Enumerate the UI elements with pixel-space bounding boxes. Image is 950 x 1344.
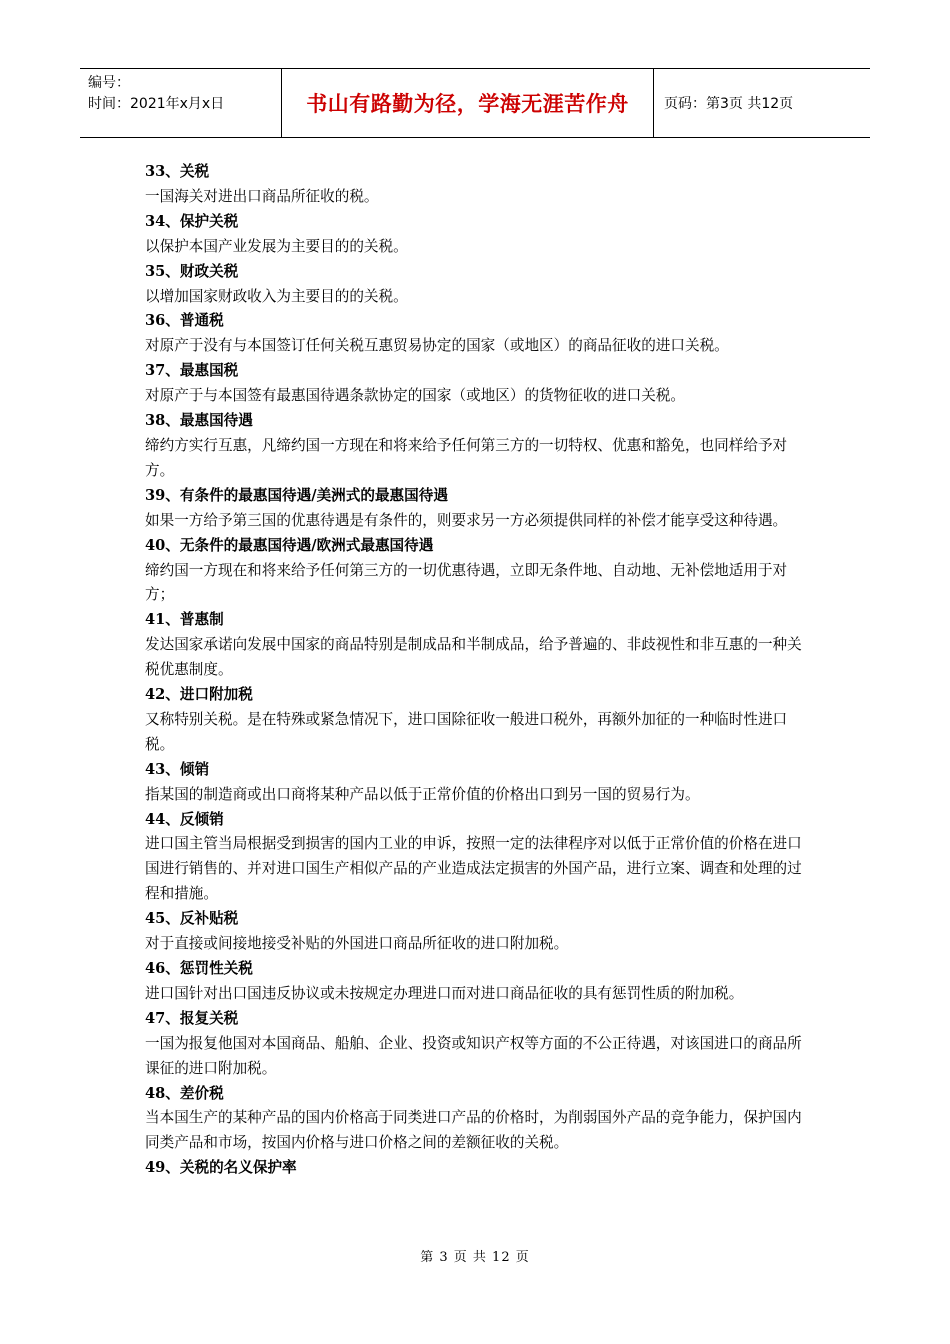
entry-definition: 一国为报复他国对本国商品、船舶、企业、投资或知识产权等方面的不公正待遇，对该国进口的商品所课征的进口附加税。 bbox=[145, 1034, 802, 1077]
entry-definition: 对于直接或间接地接受补贴的外国进口商品所征收的进口附加税。 bbox=[145, 935, 569, 953]
entry-definition: 一国海关对进出口商品所征收的税。 bbox=[145, 187, 379, 205]
entry-definition: 当本国生产的某种产品的国内价格高于同类进口产品的价格时，为削弱国外产品的竞争能力，保护国内同类产品和市场，按国内价格与进口价格之间的差额征收的关税。 bbox=[145, 1109, 802, 1152]
header-page-info-cell bbox=[654, 69, 870, 137]
entry-term: 40、无条件的最惠国待遇/欧洲式最惠国待遇 bbox=[145, 536, 434, 554]
entry-definition: 缔约国一方现在和将来给予任何第三方的一切优惠待遇，立即无条件地、自动地、无补偿地适用于对方； bbox=[145, 561, 788, 604]
entry-term: 33、关税 bbox=[145, 163, 210, 180]
entry-definition: 对原产于与本国签有最惠国待遇条款协定的国家（或地区）的货物征收的进口关税。 bbox=[145, 387, 685, 405]
entry-definition: 又称特别关税。是在特殊或紧急情况下，进口国除征收一般进口税外，再额外加征的一种临时性进口税。 bbox=[145, 710, 788, 753]
entry-term: 39、有条件的最惠国待遇/美洲式的最惠国待遇 bbox=[145, 486, 448, 504]
entry-term: 45、反补贴税 bbox=[145, 910, 239, 928]
entry-definition: 以增加国家财政收入为主要目的的关税。 bbox=[145, 287, 408, 305]
entry-term: 36、普通税 bbox=[145, 312, 224, 330]
entry-term: 34、保护关税 bbox=[145, 212, 239, 230]
entry-term: 46、惩罚性关税 bbox=[145, 960, 253, 977]
entry-definition: 指某国的制造商或出口商将某种产品以低于正常价值的价格出口到另一国的贸易行为。 bbox=[145, 785, 700, 803]
header-page-info: 页码：第3页 共12页 bbox=[664, 96, 794, 112]
header-meta bbox=[80, 69, 282, 137]
entry-term: 44、反倾销 bbox=[145, 810, 224, 828]
entry-term: 35、财政关税 bbox=[145, 262, 239, 280]
entry-term: 48、差价税 bbox=[145, 1084, 224, 1102]
entry-definition: 缔约方实行互惠，凡缔约国一方现在和将来给予任何第三方的一切特权、优惠和豁免，也同样给予对方。 bbox=[145, 436, 788, 479]
entry-term: 43、倾销 bbox=[145, 760, 210, 778]
document-body bbox=[145, 160, 813, 1181]
entry-term: 47、报复关税 bbox=[145, 1009, 239, 1027]
entry-term: 49、关税的名义保护率 bbox=[145, 1159, 297, 1177]
entry-definition: 对原产于没有与本国签订任何关税互惠贸易协定的国家（或地区）的商品征收的进口关税。 bbox=[145, 337, 729, 355]
entry-term: 42、进口附加税 bbox=[145, 686, 253, 704]
entry-term: 41、普惠制 bbox=[145, 611, 224, 629]
entry-term: 37、最惠国税 bbox=[145, 362, 239, 380]
header-time-label: 时间：2021年x月x日 bbox=[88, 96, 225, 112]
entry-definition: 进口国主管当局根据受到损害的国内工业的申诉，按照一定的法律程序对以低于正常价值的价格在进口国进行销售的、并对进口国生产相似产品的产业造成法定损害的外国产品，进行立案、调查和处理的过程和措施。 bbox=[145, 835, 802, 903]
page-header bbox=[80, 68, 870, 138]
entry-definition: 进口国针对出口国违反协议或未按规定办理进口而对进口商品征收的具有惩罚性质的附加税。 bbox=[145, 984, 744, 1002]
entry-definition: 以保护本国产业发展为主要目的的关税。 bbox=[145, 237, 408, 255]
header-motto: 书山有路勤为径，学海无涯苦作舟 bbox=[306, 92, 629, 116]
entry-definition: 发达国家承诺向发展中国家的商品特别是制成品和半制成品，给予普遍的、非歧视性和非互惠的一种关税优惠制度。 bbox=[145, 636, 802, 679]
header-number-label: 编号： bbox=[88, 75, 130, 91]
entry-definition: 如果一方给予第三国的优惠待遇是有条件的，则要求另一方必须提供同样的补偿才能享受这种待遇。 bbox=[145, 511, 788, 529]
page-footer: 第 3 页 共 12 页 bbox=[420, 1250, 530, 1265]
header-motto-cell bbox=[282, 69, 654, 137]
entry-term: 38、最惠国待遇 bbox=[145, 412, 253, 430]
